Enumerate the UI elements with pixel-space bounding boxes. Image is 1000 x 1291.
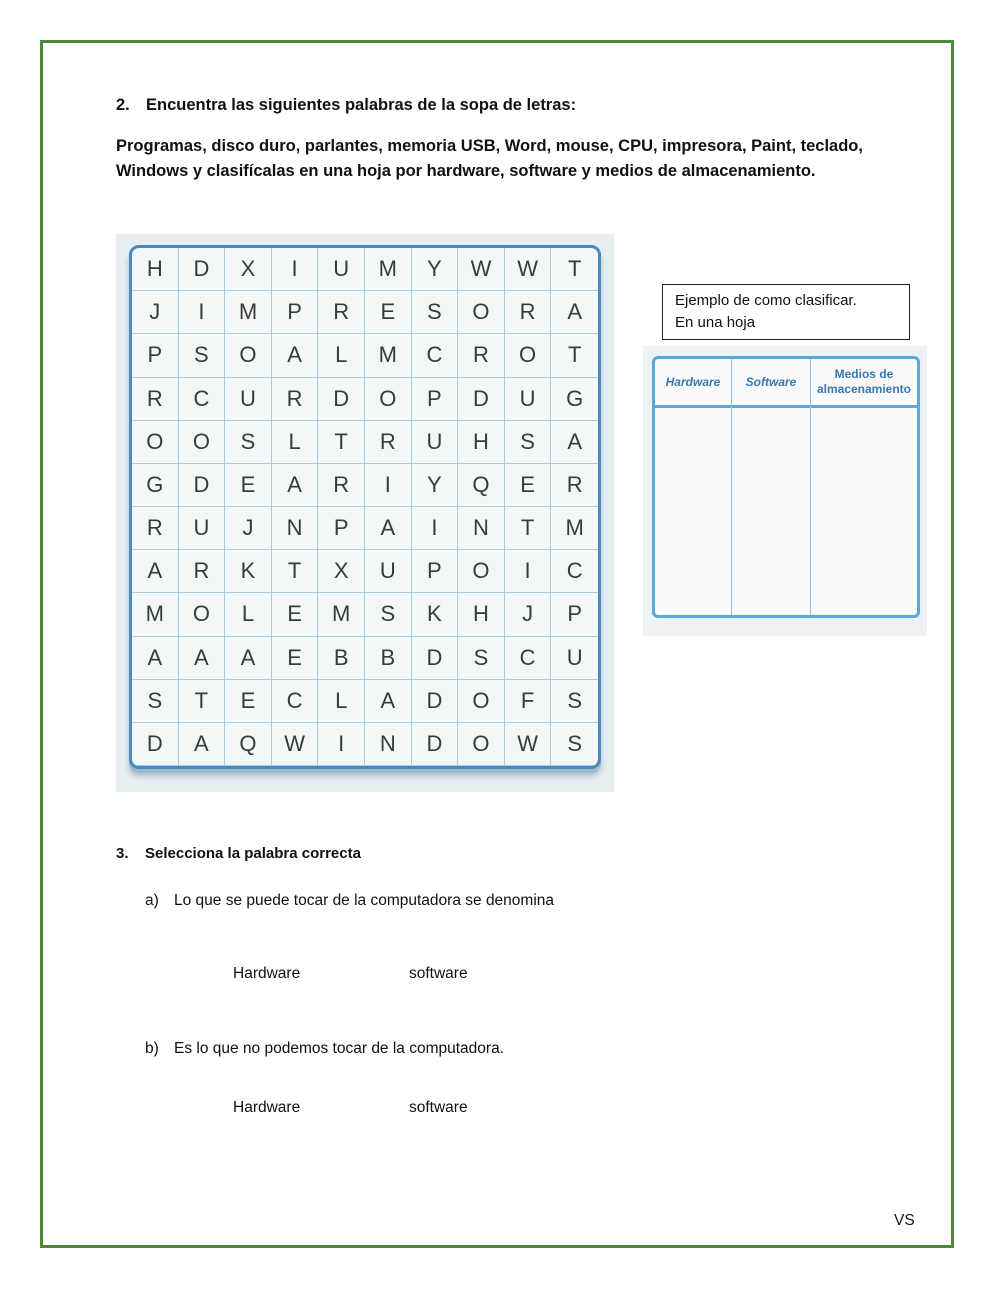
- word-search-cell[interactable]: P: [412, 550, 459, 593]
- word-search-cell[interactable]: O: [179, 593, 226, 636]
- word-search-cell[interactable]: O: [458, 291, 505, 334]
- word-search-cell[interactable]: H: [132, 248, 179, 291]
- word-search-cell[interactable]: T: [318, 421, 365, 464]
- word-search-cell[interactable]: D: [179, 464, 226, 507]
- word-search-cell[interactable]: R: [318, 291, 365, 334]
- word-search-cell[interactable]: P: [318, 507, 365, 550]
- word-search-cell[interactable]: S: [412, 291, 459, 334]
- word-search-cell[interactable]: S: [132, 680, 179, 723]
- word-search-cell[interactable]: T: [551, 248, 598, 291]
- word-search-image: [116, 234, 614, 792]
- word-search-cell[interactable]: I: [412, 507, 459, 550]
- word-search-cell[interactable]: A: [551, 421, 598, 464]
- word-search-cell[interactable]: A: [365, 507, 412, 550]
- word-search-cell[interactable]: C: [179, 378, 226, 421]
- word-search-cell[interactable]: X: [318, 550, 365, 593]
- footer-initials: VS: [894, 1212, 915, 1229]
- question-3-number: 3.: [116, 845, 129, 862]
- word-search-cell[interactable]: J: [225, 507, 272, 550]
- word-search-cell[interactable]: S: [179, 334, 226, 377]
- word-search-cell[interactable]: O: [458, 723, 505, 766]
- word-search-cell[interactable]: D: [412, 723, 459, 766]
- word-search-cell[interactable]: A: [132, 637, 179, 680]
- word-search-cell[interactable]: I: [179, 291, 226, 334]
- word-search-cell[interactable]: O: [225, 334, 272, 377]
- word-search-cell[interactable]: C: [272, 680, 319, 723]
- word-search-cell[interactable]: A: [179, 637, 226, 680]
- word-search-cell[interactable]: D: [412, 680, 459, 723]
- word-search-cell[interactable]: E: [272, 593, 319, 636]
- word-search-cell[interactable]: D: [179, 248, 226, 291]
- word-search-cell[interactable]: U: [318, 248, 365, 291]
- word-search-cell[interactable]: B: [318, 637, 365, 680]
- example-line-1: Ejemplo de como clasificar.: [675, 292, 857, 309]
- word-search-cell[interactable]: A: [272, 464, 319, 507]
- option-software-a[interactable]: software: [409, 965, 468, 982]
- word-search-cell[interactable]: L: [318, 334, 365, 377]
- word-search-cell[interactable]: R: [505, 291, 552, 334]
- word-search-grid: [129, 245, 601, 769]
- word-search-cell[interactable]: L: [225, 593, 272, 636]
- word-search-cell[interactable]: E: [365, 291, 412, 334]
- question-2-text: Encuentra las siguientes palabras de la sopa de letras:: [146, 96, 577, 114]
- word-search-cell[interactable]: R: [179, 550, 226, 593]
- word-search-cell[interactable]: T: [505, 507, 552, 550]
- word-search-cell[interactable]: Q: [458, 464, 505, 507]
- example-line-2: En una hoja: [675, 314, 756, 331]
- word-search-cell[interactable]: R: [132, 507, 179, 550]
- word-search-cell[interactable]: R: [551, 464, 598, 507]
- word-search-cell[interactable]: T: [179, 680, 226, 723]
- word-search-cell[interactable]: E: [272, 637, 319, 680]
- word-search-cell[interactable]: E: [505, 464, 552, 507]
- question-3-text: Selecciona la palabra correcta: [145, 845, 361, 862]
- word-search-cell[interactable]: A: [551, 291, 598, 334]
- word-search-cell[interactable]: M: [551, 507, 598, 550]
- word-search-cell[interactable]: L: [272, 421, 319, 464]
- word-search-cell[interactable]: U: [365, 550, 412, 593]
- word-search-cell[interactable]: A: [225, 637, 272, 680]
- word-search-cell[interactable]: U: [505, 378, 552, 421]
- word-search-cell[interactable]: D: [458, 378, 505, 421]
- question-2-number: 2.: [116, 96, 130, 114]
- word-search-cell[interactable]: U: [412, 421, 459, 464]
- word-search-cell[interactable]: S: [225, 421, 272, 464]
- question-3-title: [116, 845, 361, 862]
- header-software: Software: [732, 359, 811, 405]
- word-search-cell[interactable]: H: [458, 421, 505, 464]
- question-2-title: [116, 96, 576, 115]
- word-search-cell[interactable]: A: [132, 550, 179, 593]
- question-2-instructions: Programas, disco duro, parlantes, memoria USB, Word, mouse, CPU, impresora, Paint, teclado, Windows y clasifícalas en una hoja por hardware, software y medios de almacenamiento.: [116, 137, 863, 180]
- word-search-cell[interactable]: R: [272, 378, 319, 421]
- word-search-cell[interactable]: Q: [225, 723, 272, 766]
- word-search-cell[interactable]: J: [505, 593, 552, 636]
- word-search-cell[interactable]: X: [225, 248, 272, 291]
- question-3b-text: Es lo que no podemos tocar de la computadora.: [174, 1040, 505, 1057]
- word-search-cell[interactable]: N: [365, 723, 412, 766]
- word-search-cell[interactable]: R: [365, 421, 412, 464]
- word-search-cell[interactable]: W: [272, 723, 319, 766]
- word-search-cell[interactable]: I: [272, 248, 319, 291]
- word-search-cell[interactable]: O: [505, 334, 552, 377]
- word-search-cell[interactable]: O: [132, 421, 179, 464]
- question-3a: [145, 892, 554, 910]
- word-search-cell[interactable]: M: [225, 291, 272, 334]
- word-search-cell[interactable]: I: [365, 464, 412, 507]
- example-note: [662, 284, 910, 340]
- word-search-cell[interactable]: R: [458, 334, 505, 377]
- column-divider: [810, 405, 811, 615]
- word-search-cell[interactable]: N: [458, 507, 505, 550]
- classification-table: [652, 356, 920, 618]
- word-search-cell[interactable]: N: [272, 507, 319, 550]
- column-divider: [731, 405, 732, 615]
- question-3a-text: Lo que se puede tocar de la computadora se denomina: [174, 892, 555, 909]
- word-search-cell[interactable]: T: [272, 550, 319, 593]
- header-storage: [811, 359, 917, 405]
- question-3a-label: a): [145, 892, 159, 909]
- option-hardware-a[interactable]: Hardware: [233, 965, 301, 982]
- option-software-b[interactable]: software: [409, 1099, 468, 1116]
- word-search-cell[interactable]: M: [365, 248, 412, 291]
- word-search-cell[interactable]: M: [132, 593, 179, 636]
- word-search-cell[interactable]: D: [412, 637, 459, 680]
- header-storage-line-1: Medios de: [834, 367, 894, 381]
- word-search-cell[interactable]: C: [551, 550, 598, 593]
- word-search-cell[interactable]: A: [365, 680, 412, 723]
- word-search-cell[interactable]: U: [551, 637, 598, 680]
- word-search-cell[interactable]: S: [458, 637, 505, 680]
- word-search-cell[interactable]: Y: [412, 464, 459, 507]
- word-search-cell[interactable]: U: [225, 378, 272, 421]
- word-search-cell[interactable]: O: [365, 378, 412, 421]
- word-search-cell[interactable]: J: [132, 291, 179, 334]
- word-search-cell[interactable]: S: [551, 680, 598, 723]
- word-search-cell[interactable]: B: [365, 637, 412, 680]
- word-search-cell[interactable]: P: [272, 291, 319, 334]
- word-search-cell[interactable]: F: [505, 680, 552, 723]
- classification-table-image: [643, 346, 927, 636]
- word-search-cell[interactable]: D: [318, 378, 365, 421]
- word-search-cell[interactable]: E: [225, 680, 272, 723]
- word-search-cell[interactable]: O: [458, 680, 505, 723]
- word-search-cell[interactable]: L: [318, 680, 365, 723]
- word-search-cell[interactable]: A: [272, 334, 319, 377]
- word-search-cell[interactable]: U: [179, 507, 226, 550]
- word-search-cell[interactable]: A: [179, 723, 226, 766]
- option-hardware-b[interactable]: Hardware: [233, 1099, 301, 1116]
- word-search-cell[interactable]: E: [225, 464, 272, 507]
- word-search-cell[interactable]: S: [365, 593, 412, 636]
- word-search-cell[interactable]: I: [505, 550, 552, 593]
- question-3b: [145, 1040, 504, 1058]
- word-search-cell[interactable]: G: [132, 464, 179, 507]
- word-search-cell[interactable]: W: [505, 248, 552, 291]
- word-search-cell[interactable]: P: [132, 334, 179, 377]
- word-search-cell[interactable]: O: [179, 421, 226, 464]
- word-search-cell[interactable]: K: [412, 593, 459, 636]
- word-search-cell[interactable]: C: [505, 637, 552, 680]
- classification-header: [655, 359, 917, 408]
- word-search-cell[interactable]: K: [225, 550, 272, 593]
- word-search-cell[interactable]: P: [551, 593, 598, 636]
- word-search-cell[interactable]: M: [318, 593, 365, 636]
- word-search-cell[interactable]: W: [505, 723, 552, 766]
- word-search-cell[interactable]: I: [318, 723, 365, 766]
- word-search-cell[interactable]: Y: [412, 248, 459, 291]
- word-search-cell[interactable]: S: [505, 421, 552, 464]
- header-hardware: Hardware: [655, 359, 732, 405]
- word-search-cell[interactable]: H: [458, 593, 505, 636]
- word-search-cell[interactable]: C: [412, 334, 459, 377]
- word-search-cell[interactable]: S: [551, 723, 598, 766]
- word-search-cell[interactable]: D: [132, 723, 179, 766]
- header-storage-line-2: almacenamiento: [816, 382, 912, 396]
- question-3b-label: b): [145, 1040, 159, 1057]
- word-search-cell[interactable]: R: [318, 464, 365, 507]
- word-search-cell[interactable]: M: [365, 334, 412, 377]
- word-search-cell[interactable]: W: [458, 248, 505, 291]
- word-search-cell[interactable]: R: [132, 378, 179, 421]
- word-search-cell[interactable]: O: [458, 550, 505, 593]
- word-search-cell[interactable]: T: [551, 334, 598, 377]
- word-search-cell[interactable]: P: [412, 378, 459, 421]
- word-search-cell[interactable]: G: [551, 378, 598, 421]
